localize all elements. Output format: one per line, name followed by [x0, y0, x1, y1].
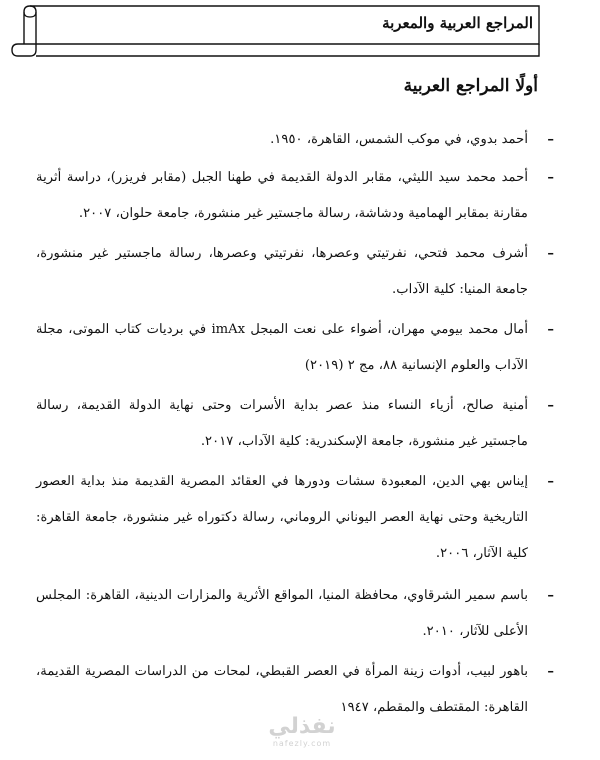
watermark-logo — [262, 715, 342, 749]
reference-item — [36, 312, 554, 384]
reference-text: باسم سمير الشرقاوي، محافظة المنيا، المواقع الأثرية والمزارات الدينية، القاهرة: المجلس الأعلى للآثار، ٢٠١٠. — [36, 588, 528, 639]
reference-item — [36, 122, 554, 158]
list-dash: – — [547, 132, 554, 147]
reference-item — [36, 236, 554, 308]
reference-text: إيناس بهي الدين، المعبودة سشات ودورها في العقائد المصرية القديمة منذ بداية العصور التاريخية وحتى نهاية العصر اليوناني الروماني، رسالة دكتوراه غير منشورة، جامعة القاهرة: كلية الآثار، ٢٠٠٦. — [36, 474, 528, 561]
reference-item — [36, 578, 554, 650]
reference-text: أحمد بدوي، في موكب الشمس، القاهرة، ١٩٥٠. — [270, 132, 528, 147]
scroll-banner — [10, 4, 543, 58]
reference-text: أمال محمد بيومي مهران، أضواء على نعت المبجل imAx في برديات كتاب الموتى، مجلة الآداب والعلوم الإنسانية ٨٨، مج ٢ (٢٠١٩) — [36, 322, 529, 373]
list-dash: – — [547, 664, 554, 679]
list-dash: – — [547, 170, 554, 185]
watermark-sub-text: nafezly.com — [272, 739, 332, 748]
section-heading: أولًا المراجع العربية — [403, 76, 538, 96]
list-dash: – — [547, 246, 554, 261]
reference-text: باهور لبيب، أدوات زينة المرأة في العصر القبطي، لمحات من الدراسات المصرية القديمة، القاهرة: المقتطف والمقطم، ١٩٤٧ — [36, 664, 528, 715]
banner-title: المراجع العربية والمعربة — [382, 14, 533, 32]
list-dash: – — [547, 474, 554, 489]
reference-item — [36, 160, 554, 232]
list-dash: – — [547, 322, 554, 337]
list-dash: – — [547, 398, 554, 413]
reference-item — [36, 464, 554, 572]
watermark-main-text: نفذلي — [268, 714, 336, 739]
list-dash: – — [547, 588, 554, 603]
reference-item — [36, 388, 554, 460]
reference-text: أشرف محمد فتحي، نفرتيتي وعصرها، نفرتيتي وعصرها، رسالة ماجستير غير منشورة، جامعة المنيا: كلية الآداب. — [36, 246, 528, 297]
reference-text: أمنية صالح، أزياء النساء منذ عصر بداية الأسرات وحتى نهاية الدولة القديمة، رسالة ماجستير غير منشورة، جامعة الإسكندرية: كلية الآداب، ٢٠١٧. — [36, 398, 528, 449]
reference-text: أحمد محمد سيد الليثي، مقابر الدولة القديمة في طهنا الجبل (مقابر فريزر)، دراسة أثرية مقارنة بمقابر الهمامية ودشاشة، رسالة ماجستير غير منشورة، جامعة حلوان، ٢٠٠٧. — [36, 170, 528, 221]
